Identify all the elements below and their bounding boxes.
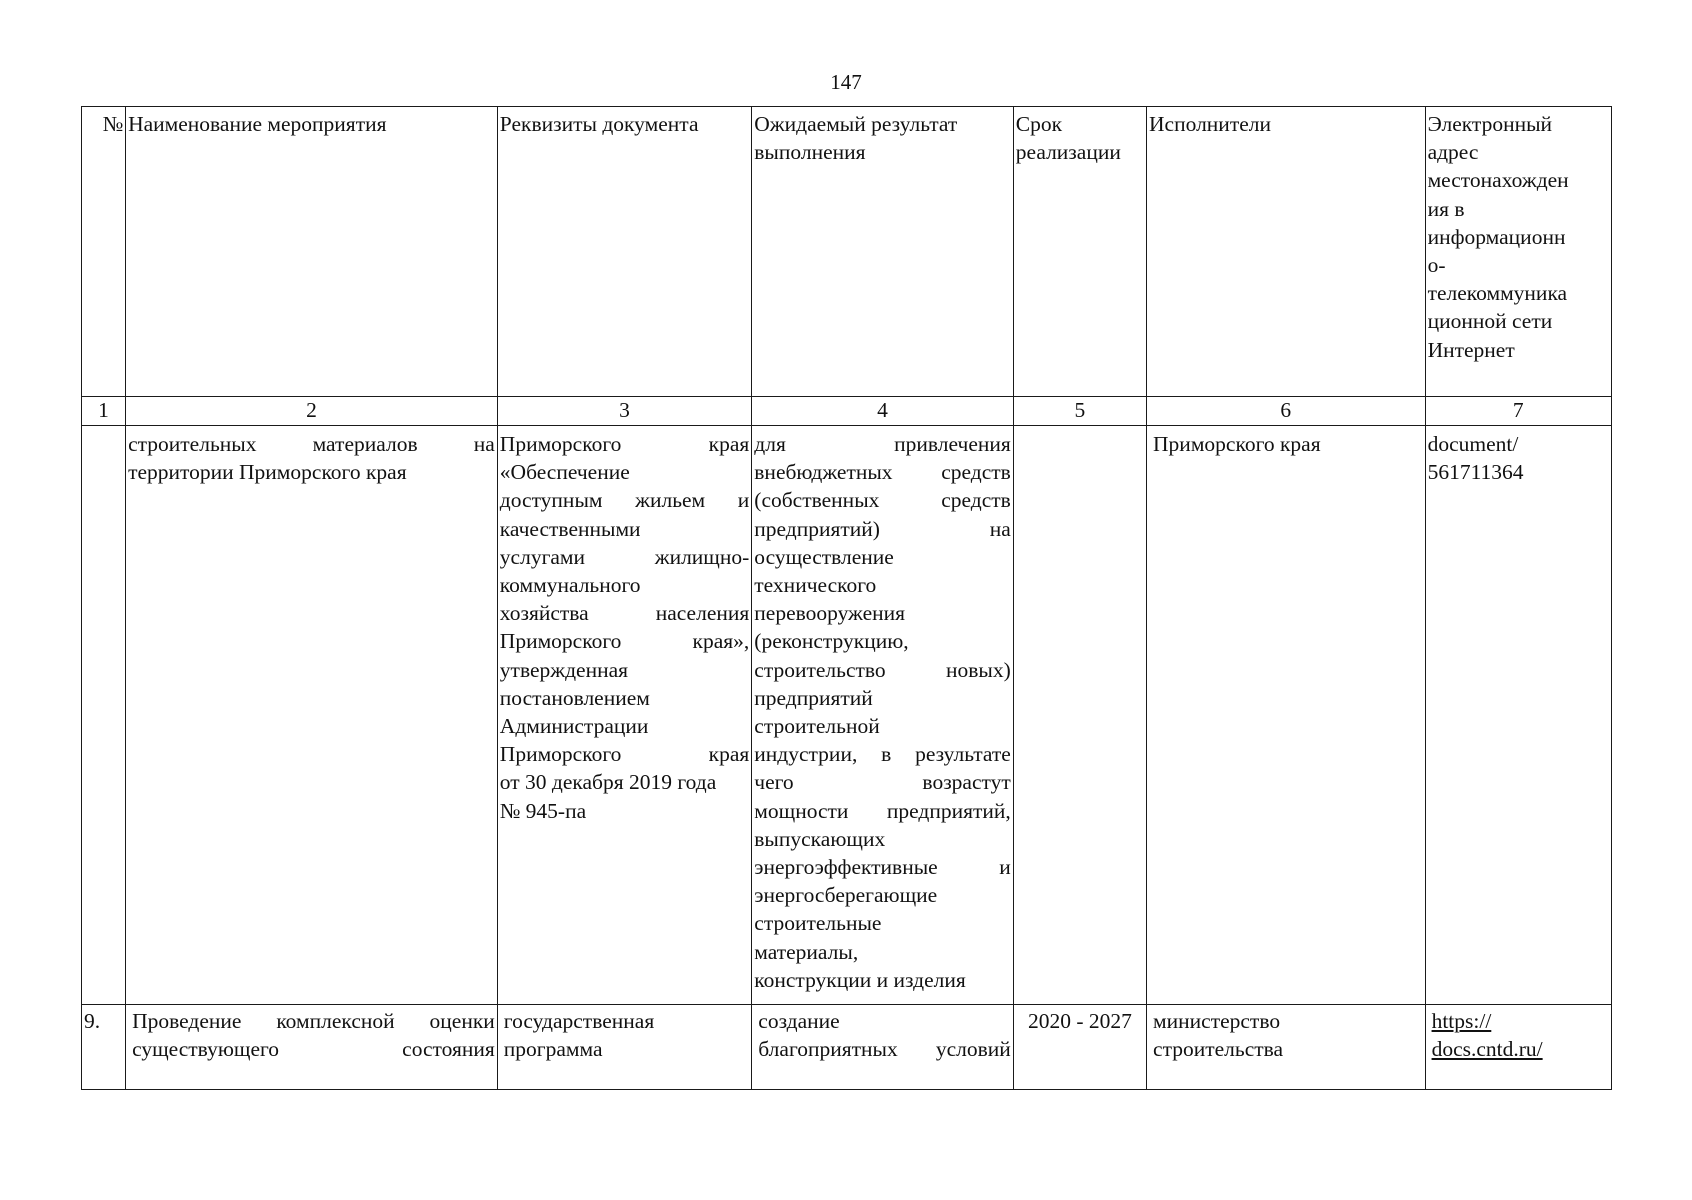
header-term-line: реализации bbox=[1015, 140, 1121, 165]
table-row bbox=[82, 426, 1612, 1005]
column-number: 3 bbox=[497, 397, 751, 426]
row-number-cell: 9. bbox=[82, 1005, 126, 1090]
column-number: 4 bbox=[752, 397, 1014, 426]
header-address-line: Интернет bbox=[1427, 337, 1515, 362]
page-number: 147 bbox=[830, 70, 862, 94]
header-result-line: Ожидаемый результат bbox=[754, 112, 958, 136]
table-header-row bbox=[82, 107, 1612, 397]
document-line: доступным жильем и bbox=[499, 488, 750, 513]
document-line: Администрации bbox=[499, 714, 649, 739]
result-line: строительные bbox=[754, 911, 882, 936]
header-address-line: Электронный bbox=[1427, 112, 1553, 136]
result-line: (собственных средств bbox=[754, 488, 1011, 513]
column-numbers-row bbox=[82, 397, 1612, 426]
result-line: энергосберегающие bbox=[754, 883, 938, 908]
executors-line: министерство bbox=[1153, 1009, 1281, 1033]
measure-name-line: Проведение комплексной оценки bbox=[132, 1009, 495, 1033]
document-line: Приморского края bbox=[499, 432, 750, 456]
measure-name-cell bbox=[126, 426, 498, 1005]
executors-line: строительства bbox=[1153, 1037, 1284, 1062]
header-number: № bbox=[82, 107, 126, 397]
document-line: № 945-па bbox=[499, 798, 587, 823]
result-line: мощности предприятий, bbox=[754, 798, 1011, 823]
header-address-line: ия в bbox=[1427, 196, 1465, 221]
header-internet-address bbox=[1425, 107, 1611, 397]
measure-name-line: существующего состояния bbox=[132, 1037, 495, 1062]
row-number-cell bbox=[82, 426, 126, 1005]
document-line: услугами жилищно- bbox=[499, 544, 750, 569]
term-cell bbox=[1013, 426, 1146, 1005]
table-row bbox=[82, 1005, 1612, 1090]
header-measure-name: Наименование мероприятия bbox=[126, 107, 498, 397]
result-line: строительство новых) bbox=[754, 657, 1011, 682]
document-details-cell bbox=[497, 426, 751, 1005]
result-line: осуществление bbox=[754, 544, 894, 569]
result-line: (реконструкцию, bbox=[754, 629, 909, 654]
header-address-line: адрес bbox=[1427, 140, 1479, 165]
result-line: предприятий) на bbox=[754, 516, 1011, 541]
address-link-line[interactable]: https:// bbox=[1431, 1009, 1492, 1033]
address-line: document/ bbox=[1427, 432, 1519, 456]
document-line: Приморского края bbox=[499, 742, 750, 767]
result-line: создание bbox=[758, 1009, 840, 1033]
header-result-line: выполнения bbox=[754, 140, 866, 165]
document-line: от 30 декабря 2019 года bbox=[499, 770, 717, 795]
result-line: технического bbox=[754, 573, 877, 598]
result-line: внебюджетных средств bbox=[754, 460, 1011, 485]
header-term-line: Срок bbox=[1015, 112, 1063, 136]
document-line: государственная bbox=[503, 1009, 655, 1033]
document-line: «Обеспечение bbox=[499, 460, 630, 485]
address-line: 561711364 bbox=[1427, 460, 1524, 485]
result-line: для привлечения bbox=[754, 432, 1011, 456]
header-address-line: о- bbox=[1427, 253, 1446, 278]
document-line: коммунального bbox=[499, 573, 641, 598]
address-link-line[interactable]: docs.cntd.ru/ bbox=[1431, 1037, 1543, 1062]
result-line: чего возрастут bbox=[754, 770, 1011, 795]
result-line: индустрии, в результате bbox=[754, 742, 1011, 767]
header-address-line: телекоммуника bbox=[1427, 281, 1568, 306]
result-line: перевооружения bbox=[754, 601, 906, 626]
executors-cell: Приморского края bbox=[1147, 426, 1426, 1005]
expected-result-cell bbox=[752, 1005, 1014, 1090]
column-number: 2 bbox=[126, 397, 498, 426]
result-line: энергоэффективные и bbox=[754, 855, 1011, 880]
result-line: предприятий bbox=[754, 685, 873, 710]
header-document-details: Реквизиты документа bbox=[497, 107, 751, 397]
document-line: хозяйства населения bbox=[499, 601, 750, 626]
executors-cell bbox=[1147, 1005, 1426, 1090]
header-term bbox=[1013, 107, 1146, 397]
header-address-line: местонахожден bbox=[1427, 168, 1569, 193]
document-line: утвержденная bbox=[499, 657, 629, 682]
document-line: программа bbox=[503, 1037, 603, 1062]
result-line: строительной bbox=[754, 714, 880, 739]
measure-name-line: строительных материалов на bbox=[128, 432, 495, 456]
header-address-line: информационн bbox=[1427, 224, 1566, 249]
column-number: 7 bbox=[1425, 397, 1611, 426]
header-address-line: ционной сети bbox=[1427, 309, 1553, 334]
header-expected-result bbox=[752, 107, 1014, 397]
measure-name-cell bbox=[126, 1005, 498, 1090]
header-executors: Исполнители bbox=[1147, 107, 1426, 397]
term-cell: 2020 - 2027 bbox=[1013, 1005, 1146, 1090]
document-line: Приморского края», bbox=[499, 629, 750, 654]
column-number: 6 bbox=[1147, 397, 1426, 426]
document-line: постановлением bbox=[499, 685, 650, 710]
result-line: конструкции и изделия bbox=[754, 967, 966, 992]
internet-address-cell[interactable] bbox=[1425, 1005, 1611, 1090]
measure-name-line: территории Приморского края bbox=[128, 460, 407, 485]
internet-address-cell bbox=[1425, 426, 1611, 1005]
result-line: материалы, bbox=[754, 939, 859, 964]
measures-table bbox=[81, 106, 1612, 1090]
result-line: выпускающих bbox=[754, 826, 886, 851]
document-line: качественными bbox=[499, 516, 641, 541]
expected-result-cell bbox=[752, 426, 1014, 1005]
document-details-cell bbox=[497, 1005, 751, 1090]
column-number: 5 bbox=[1013, 397, 1146, 426]
result-line: благоприятных условий bbox=[758, 1037, 1011, 1062]
column-number: 1 bbox=[82, 397, 126, 426]
